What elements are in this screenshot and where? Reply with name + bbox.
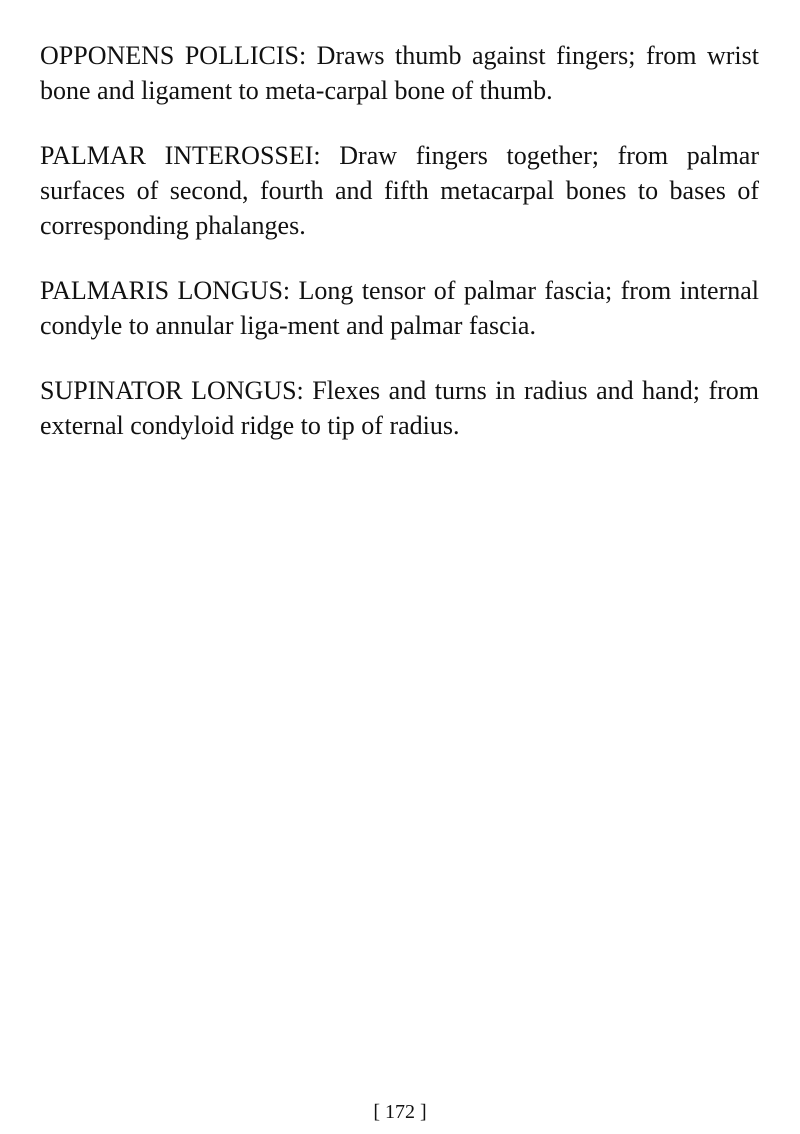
entry-palmaris-longus: PALMARIS LONGUS: Long tensor of palmar fascia; from internal condyle to annular liga-ment and palmar fascia. xyxy=(40,276,759,340)
page-number: [ 172 ] xyxy=(373,1101,427,1123)
entry-opponens-pollicis: OPPONENS POLLICIS: Draws thumb against fingers; from wrist bone and ligament to meta-carpal bone of thumb. xyxy=(40,41,759,105)
page-body xyxy=(40,38,759,473)
entry-palmar-interossei: PALMAR INTEROSSEI: Draw fingers together; from palmar surfaces of second, fourth and fifth metacarpal bones to bases of corresponding phalanges. xyxy=(40,141,759,240)
entry-supinator-longus: SUPINATOR LONGUS: Flexes and turns in radius and hand; from external condyloid ridge to tip of radius. xyxy=(40,376,759,440)
